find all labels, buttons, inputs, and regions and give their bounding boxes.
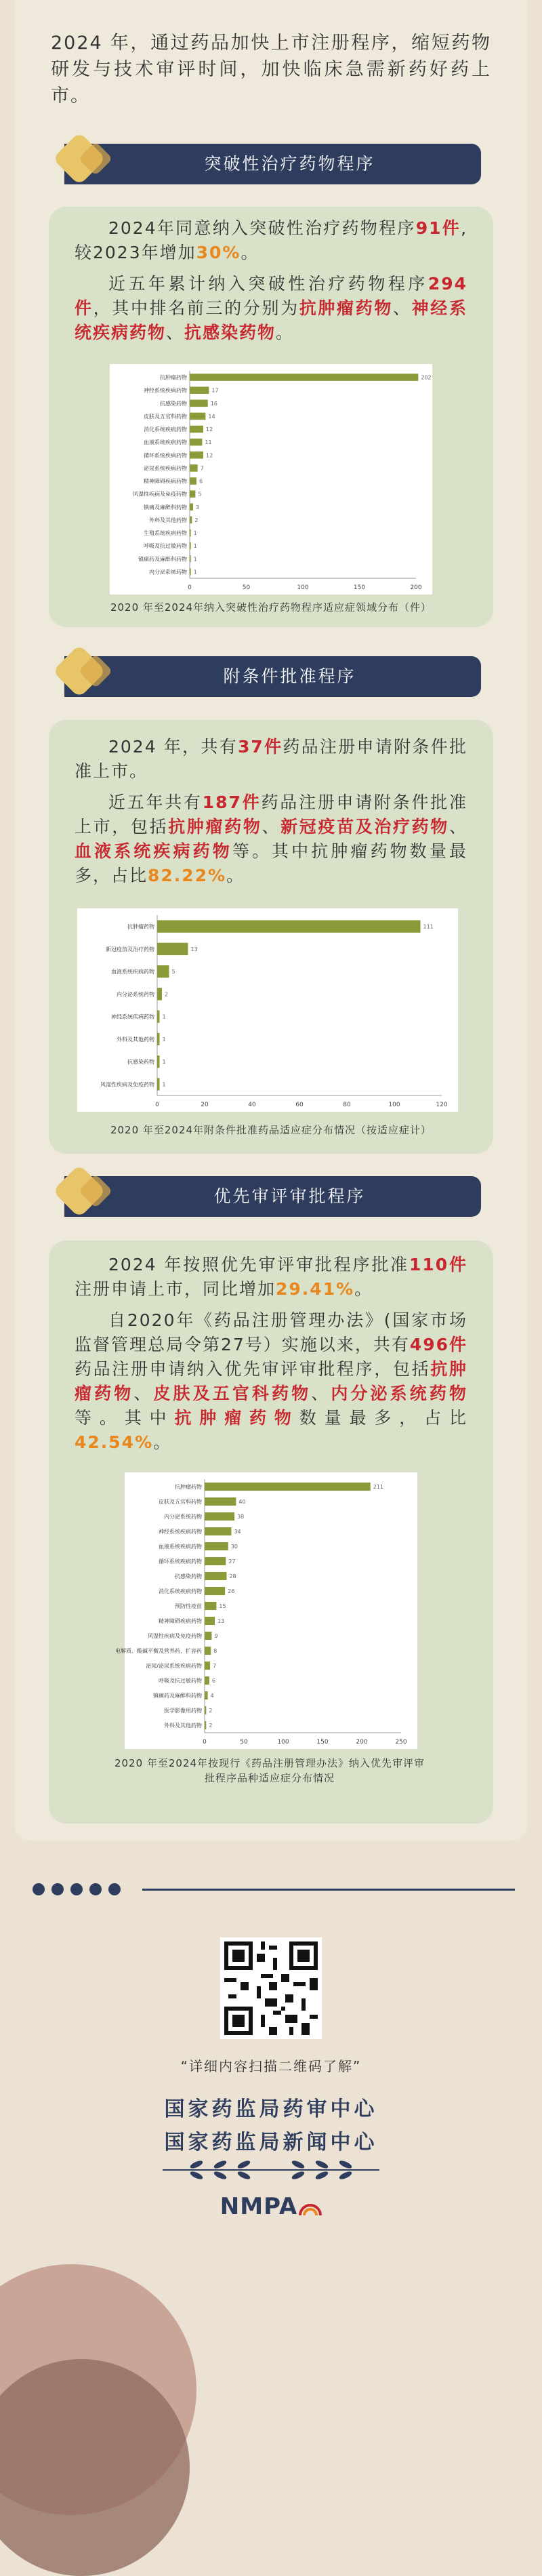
highlight-term: 抗感染药物 <box>184 323 276 342</box>
highlight-term: 神经系统疾病药物 <box>75 298 467 342</box>
value-label: 211 <box>373 1484 384 1490</box>
highlight-number: 294件 <box>75 274 467 318</box>
x-tick-label: 100 <box>297 584 309 591</box>
chart-caption: 2020 年至2024年附条件批准药品适应症分布情况（按适应症计） <box>110 1124 432 1136</box>
bar-chart-priority <box>115 1472 417 1749</box>
section-title: 附条件批准程序 <box>223 666 356 686</box>
bar <box>157 988 162 1000</box>
value-label: 12 <box>206 426 213 433</box>
category-label: 抗肿瘤药物 <box>160 374 187 381</box>
dot-icon <box>51 1883 64 1895</box>
value-label: 1 <box>193 569 197 576</box>
paragraph <box>75 272 467 345</box>
section-banner-priority <box>64 1176 481 1217</box>
bar <box>205 1587 225 1595</box>
paragraph <box>75 1253 467 1302</box>
bar <box>205 1647 211 1655</box>
text: 、 <box>133 1384 154 1403</box>
value-label: 3 <box>196 504 200 510</box>
bar <box>190 529 191 537</box>
category-label: 新冠疫苗及治疗药物 <box>106 946 154 952</box>
highlight-percent: 42.54% <box>75 1432 154 1452</box>
category-label: 消化系统疾病药物 <box>144 426 187 433</box>
value-label: 202 <box>421 374 432 381</box>
x-tick-label: 0 <box>203 1739 207 1746</box>
value-label: 5 <box>198 491 202 498</box>
highlight-number: 37件 <box>238 737 283 757</box>
category-label: 风湿性疾病及免疫药物 <box>148 1633 202 1639</box>
text: 2024 年按照优先审评审批程序批准 <box>108 1255 409 1274</box>
dot-icon <box>89 1883 102 1895</box>
category-label: 精神障碍疾病药物 <box>159 1618 202 1624</box>
text: 2024年同意纳入突破性治疗药物程序 <box>108 218 416 238</box>
logo-text: NMPA <box>220 2193 298 2220</box>
text: ，其中排名前三的分别为 <box>93 298 299 318</box>
org-name-1: 国家药监局药审中心 <box>164 2097 378 2121</box>
value-label: 1 <box>193 543 197 550</box>
section-banner-conditional <box>64 656 481 697</box>
value-label: 1 <box>162 1013 166 1020</box>
highlight-number: 110件 <box>409 1255 468 1274</box>
dot-icon <box>33 1883 45 1895</box>
bar <box>190 439 202 446</box>
value-label: 7 <box>213 1663 217 1669</box>
bar <box>205 1662 210 1670</box>
x-tick-label: 200 <box>410 584 422 591</box>
bar <box>205 1497 236 1506</box>
category-label: 血液系统疾病药物 <box>159 1544 202 1550</box>
bar <box>157 943 188 955</box>
value-label: 1 <box>162 1081 166 1088</box>
bar <box>205 1542 228 1550</box>
category-label: 风湿性疾病及免疫药物 <box>100 1081 154 1088</box>
category-label: 血液系统疾病药物 <box>144 439 187 446</box>
value-label: 40 <box>238 1499 246 1505</box>
section-card-priority <box>49 1241 493 1824</box>
category-label: 外科及其他药物 <box>117 1036 154 1043</box>
bar <box>205 1632 211 1640</box>
nmpa-logo <box>0 2193 542 2220</box>
value-label: 13 <box>190 946 198 952</box>
highlight-term: 内分泌系统药物 <box>331 1384 467 1403</box>
laurel-divider <box>156 2158 386 2182</box>
bar <box>205 1617 215 1625</box>
bar <box>190 504 193 511</box>
bar-chart-conditional <box>77 908 458 1112</box>
value-label: 1 <box>193 556 197 563</box>
text: 。 <box>226 866 245 885</box>
section-title: 优先审评审批程序 <box>213 1186 366 1206</box>
category-label: 神经系统疾病药物 <box>159 1529 202 1535</box>
value-label: 2 <box>209 1708 213 1714</box>
category-label: 血液系统疾病药物 <box>111 969 154 975</box>
x-tick-label: 150 <box>353 584 366 591</box>
text: 数量最多，占比 <box>299 1408 467 1428</box>
value-label: 30 <box>230 1544 238 1550</box>
category-label: 泌尿/泌尿系统疾病药物 <box>146 1663 202 1669</box>
category-label: 抗肿瘤药物 <box>175 1484 202 1490</box>
category-label: 抗肿瘤药物 <box>127 923 154 930</box>
text: 、 <box>449 817 467 837</box>
paragraph <box>75 735 467 784</box>
dot-icon <box>70 1883 83 1895</box>
dot-icon <box>108 1883 121 1895</box>
bar <box>190 555 191 563</box>
text: 。 <box>354 1279 373 1299</box>
text: 、 <box>166 323 185 342</box>
category-label: 循环系统疾病药物 <box>159 1558 202 1565</box>
category-label: 泌尿系统疾病药物 <box>144 465 187 472</box>
category-label: 风湿性疾病及免疫药物 <box>133 491 187 498</box>
text: 近五年累计纳入突破性治疗药物程序 <box>108 274 428 294</box>
value-label: 34 <box>234 1529 241 1535</box>
x-tick-label: 100 <box>388 1102 400 1108</box>
bar <box>157 1033 160 1045</box>
value-label: 28 <box>229 1573 236 1579</box>
bar <box>190 451 203 459</box>
logo-arc-icon <box>299 2196 322 2217</box>
section-card-breakthrough <box>49 207 493 627</box>
bar <box>190 517 192 524</box>
text: 、 <box>262 817 281 837</box>
category-label: 循环系统疾病药物 <box>144 452 187 459</box>
category-label: 神经系统疾病药物 <box>144 387 187 394</box>
paragraph <box>75 1308 467 1455</box>
x-tick-label: 150 <box>316 1739 329 1746</box>
x-tick-label: 250 <box>395 1739 407 1746</box>
value-label: 1 <box>162 1059 166 1066</box>
text: 。 <box>276 323 295 342</box>
bar <box>157 1078 160 1090</box>
section-card-conditional <box>49 720 493 1154</box>
value-label: 9 <box>214 1633 218 1639</box>
category-label: 抗感染药物 <box>127 1059 154 1066</box>
text: 药品注册申请纳入优先审评审批程序，包括 <box>75 1359 431 1379</box>
text: 、 <box>393 298 412 318</box>
category-label: 医学影像用药物 <box>164 1708 202 1714</box>
text: 等。其中抗肿瘤药物数量最多，占比 <box>75 841 467 885</box>
value-label: 14 <box>208 413 215 420</box>
bar <box>205 1557 226 1565</box>
x-tick-label: 200 <box>356 1739 368 1746</box>
text: 药品注册申请附条件批准上市，包括 <box>75 792 467 837</box>
x-tick-label: 50 <box>242 584 251 591</box>
bar <box>205 1483 371 1491</box>
value-label: 12 <box>206 452 213 459</box>
text: 药品注册申请附条件批准上市。 <box>75 737 467 781</box>
intro-text: 2024 年，通过药品加快上市注册程序，缩短药物研发与技术审评时间，加快临床急需新药好药上市。 <box>51 33 491 106</box>
divider <box>142 1889 515 1891</box>
highlight-percent: 30% <box>196 243 241 262</box>
text: ,较2023年增加 <box>75 218 468 262</box>
x-tick-label: 40 <box>248 1102 256 1108</box>
category-label: 皮肤及五官科药物 <box>159 1499 202 1505</box>
value-label: 5 <box>171 969 175 975</box>
bar <box>190 464 198 472</box>
category-label: 镇痛药及麻醉科药物 <box>153 1693 202 1699</box>
category-label: 抗感染药物 <box>175 1573 202 1579</box>
value-label: 13 <box>217 1618 225 1624</box>
value-label: 111 <box>423 923 434 930</box>
text: 、 <box>311 1384 331 1403</box>
value-label: 1 <box>162 1036 166 1043</box>
bar <box>205 1676 209 1685</box>
highlight-term: 血液系统疾病药物 <box>75 841 232 861</box>
value-label: 38 <box>237 1514 245 1520</box>
text: 自2020年《药品注册管理办法》(国家市场监督管理总局令第27号）实施以来，共有 <box>75 1310 467 1354</box>
text: 注册申请上市，同比增加 <box>75 1279 276 1299</box>
x-tick-label: 120 <box>436 1102 448 1108</box>
value-label: 2 <box>194 517 199 523</box>
bar <box>190 386 209 394</box>
x-tick-label: 60 <box>295 1102 304 1108</box>
x-tick-label: 80 <box>343 1102 351 1108</box>
highlight-term: 抗肿瘤药物 <box>299 298 393 318</box>
paragraph <box>75 790 467 888</box>
value-label: 11 <box>205 439 212 446</box>
bar <box>205 1512 234 1521</box>
highlight-term: 抗肿瘤药物 <box>174 1408 299 1428</box>
category-label: 神经系统疾病药物 <box>111 1013 154 1020</box>
bar <box>205 1572 226 1580</box>
category-label: 内分泌系统药物 <box>164 1514 202 1520</box>
text: 。 <box>153 1432 172 1452</box>
text: 。 <box>241 243 259 262</box>
highlight-number: 187件 <box>202 792 262 812</box>
category-label: 消化系统疾病药物 <box>159 1588 202 1594</box>
bar <box>157 1010 160 1022</box>
category-label: 生殖系统疾病药物 <box>144 530 187 537</box>
value-label: 15 <box>219 1603 226 1609</box>
value-label: 26 <box>228 1588 235 1594</box>
category-label: 外科及其他药物 <box>164 1723 202 1729</box>
value-label: 16 <box>210 400 217 407</box>
bar <box>190 413 205 420</box>
category-label: 内分泌系统药物 <box>117 991 154 998</box>
highlight-term: 抗肿瘤药物 <box>75 1359 467 1403</box>
value-label: 6 <box>199 478 203 485</box>
x-tick-label: 50 <box>240 1739 248 1746</box>
value-label: 17 <box>211 387 219 394</box>
section-banner-breakthrough <box>64 144 481 184</box>
bar <box>205 1706 206 1714</box>
value-label: 2 <box>209 1723 213 1729</box>
value-label: 1 <box>193 530 197 537</box>
x-tick-label: 0 <box>188 584 192 591</box>
highlight-term: 皮肤及五官科药物 <box>153 1384 312 1403</box>
highlight-percent: 82.22% <box>148 866 227 885</box>
value-label: 2 <box>165 991 169 998</box>
highlight-term: 抗肿瘤药物 <box>168 817 262 837</box>
text: 等。其中 <box>75 1408 175 1428</box>
value-label: 7 <box>200 465 204 472</box>
bar <box>205 1527 231 1535</box>
highlight-number: 496件 <box>409 1335 468 1354</box>
category-label: 精神障碍疾病药物 <box>144 478 187 485</box>
bar <box>157 920 421 932</box>
x-tick-label: 0 <box>155 1102 159 1108</box>
bar <box>190 490 195 498</box>
bar <box>190 374 418 381</box>
value-label: 27 <box>228 1558 236 1565</box>
qr-code-icon[interactable] <box>220 1937 322 2039</box>
value-label: 8 <box>213 1648 217 1654</box>
value-label: 6 <box>211 1678 216 1684</box>
text: 2024 年，共有 <box>108 737 238 757</box>
org-name-2: 国家药监局新闻中心 <box>164 2131 378 2154</box>
category-label: 呼吸及抗过敏药物 <box>144 543 187 550</box>
category-label: 抗感染药物 <box>160 400 187 407</box>
text: 近五年共有 <box>108 792 203 812</box>
category-label: 皮肤及五官科药物 <box>144 413 187 420</box>
category-label: 呼吸及抗过敏药物 <box>159 1678 202 1684</box>
bar <box>157 965 169 978</box>
category-label: 预防性疫苗 <box>175 1603 202 1609</box>
category-label: 内分泌系统药物 <box>149 569 187 576</box>
bar <box>205 1602 216 1610</box>
highlight-term: 新冠疫苗及治疗药物 <box>280 817 449 837</box>
x-tick-label: 100 <box>277 1739 289 1746</box>
decorative-dots <box>33 1883 127 1898</box>
section-title: 突破性治疗药物程序 <box>204 154 375 174</box>
highlight-percent: 29.41% <box>276 1279 355 1299</box>
qr-instruction: “详细内容扫描二维码了解” <box>180 2058 362 2074</box>
category-label: 镇痛及麻醉科药物 <box>144 504 187 510</box>
bar <box>205 1691 208 1699</box>
bar <box>157 1055 160 1068</box>
value-label: 4 <box>210 1693 214 1699</box>
highlight-number: 91件 <box>415 218 461 238</box>
bar <box>190 477 196 485</box>
x-tick-label: 20 <box>201 1102 209 1108</box>
bar <box>190 400 208 407</box>
category-label: 镇痛药及麻醉科药物 <box>138 556 187 563</box>
chart-caption: 2020 年至2024年纳入突破性治疗药物程序适应症领域分布（件） <box>110 601 432 613</box>
category-label: 电解质、酸碱平衡及营养药、扩容药 <box>115 1648 202 1654</box>
bar <box>205 1721 206 1729</box>
bar <box>190 426 203 433</box>
bar-chart-breakthrough <box>110 364 432 595</box>
bar <box>190 542 191 550</box>
category-label: 外科及其他药物 <box>149 517 187 523</box>
paragraph <box>75 216 467 265</box>
bar <box>190 568 191 576</box>
chart-caption: 2020 年至2024年按现行《药品注册管理办法》纳入优先审评审批程序品种适应症分布情况 <box>114 1757 425 1784</box>
